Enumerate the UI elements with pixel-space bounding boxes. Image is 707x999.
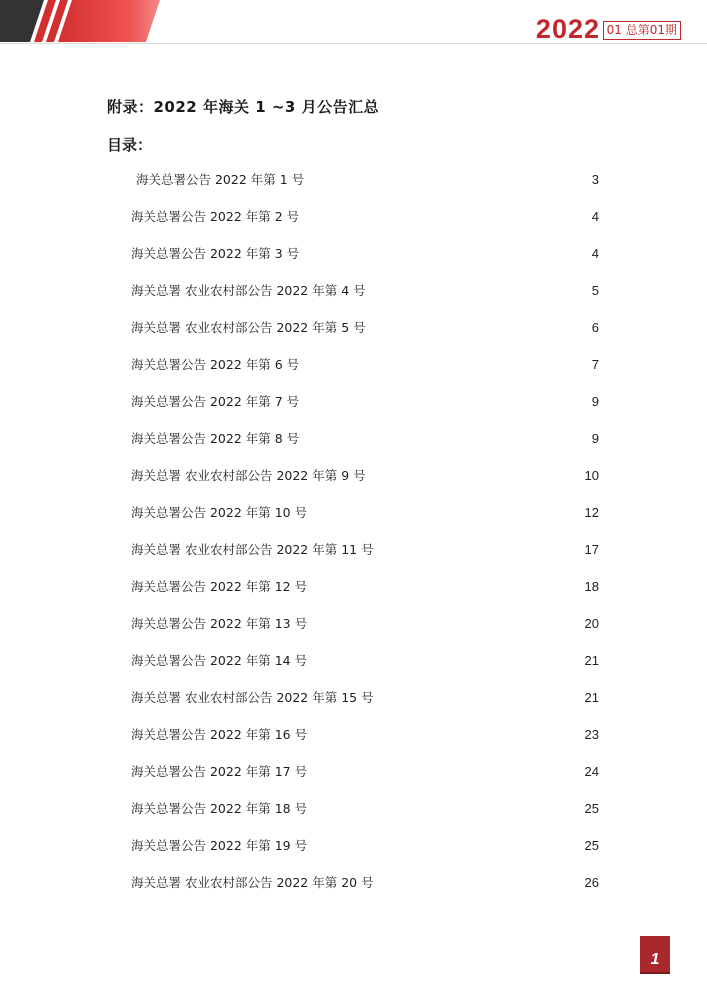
toc-entry-page: 12 xyxy=(584,505,599,520)
toc-entry[interactable] xyxy=(0,429,707,449)
toc-entry[interactable] xyxy=(0,577,707,597)
toc-entry-page: 24 xyxy=(584,764,599,779)
header-stripe-band xyxy=(0,0,160,42)
toc-entry-label: 海关总署 农业农村部公告 2022 年第 4 号 xyxy=(131,283,366,298)
toc-entry-label: 海关总署 农业农村部公告 2022 年第 11 号 xyxy=(131,542,374,557)
toc-entry-label: 海关总署公告 2022 年第 7 号 xyxy=(131,394,300,409)
toc-entry-page: 9 xyxy=(591,431,599,446)
issue-number-badge: 01 总第01期 xyxy=(603,21,681,40)
toc-entry-label: 海关总署公告 2022 年第 14 号 xyxy=(131,653,308,668)
toc-entry-page: 10 xyxy=(584,468,599,483)
toc-entry[interactable] xyxy=(0,466,707,486)
toc-entry[interactable] xyxy=(0,207,707,227)
toc-entry[interactable] xyxy=(0,614,707,634)
document-title: 附录：2022 年海关 1 ~3 月公告汇总 xyxy=(107,98,380,116)
toc-entry-page: 25 xyxy=(584,838,599,853)
header-stripe-graphic xyxy=(0,0,160,42)
toc-entry-page: 5 xyxy=(591,283,599,298)
page-number: 1 xyxy=(650,951,660,968)
toc-entry-page: 21 xyxy=(584,690,599,705)
toc-entry-page: 4 xyxy=(591,209,599,224)
toc-entry-label: 海关总署公告 2022 年第 2 号 xyxy=(131,209,300,224)
toc-entry-label: 海关总署公告 2022 年第 10 号 xyxy=(131,505,308,520)
toc-entry-page: 17 xyxy=(584,542,599,557)
toc-entry[interactable] xyxy=(0,873,707,893)
toc-entry[interactable] xyxy=(0,651,707,671)
toc-entry[interactable] xyxy=(0,762,707,782)
toc-entry-label: 海关总署公告 2022 年第 18 号 xyxy=(131,801,308,816)
toc-entry[interactable] xyxy=(0,355,707,375)
toc-entry-page: 18 xyxy=(584,579,599,594)
toc-entry-page: 6 xyxy=(591,320,599,335)
toc-entry-label: 海关总署 农业农村部公告 2022 年第 9 号 xyxy=(131,468,366,483)
toc-entry-label: 海关总署公告 2022 年第 16 号 xyxy=(131,727,308,742)
toc-entry-page: 23 xyxy=(584,727,599,742)
toc-entry[interactable] xyxy=(0,836,707,856)
toc-entry-label: 海关总署公告 2022 年第 19 号 xyxy=(131,838,308,853)
toc-entry[interactable] xyxy=(0,281,707,301)
toc-entry[interactable] xyxy=(0,170,707,190)
toc-entry[interactable] xyxy=(0,688,707,708)
toc-entry-label: 海关总署公告 2022 年第 8 号 xyxy=(131,431,300,446)
header-divider xyxy=(0,43,707,44)
toc-entry[interactable] xyxy=(0,392,707,412)
toc-entry-label: 海关总署公告 2022 年第 6 号 xyxy=(131,357,300,372)
toc-entry-page: 9 xyxy=(591,394,599,409)
toc-entry-label: 海关总署 农业农村部公告 2022 年第 15 号 xyxy=(131,690,374,705)
toc-entry-page: 3 xyxy=(591,172,599,187)
toc-entry-page: 26 xyxy=(584,875,599,890)
toc-entry-label: 海关总署公告 2022 年第 1 号 xyxy=(136,172,305,187)
issue-year: 2022 xyxy=(535,14,600,44)
toc-entry-page: 4 xyxy=(591,246,599,261)
toc-entry-label: 海关总署公告 2022 年第 13 号 xyxy=(131,616,308,631)
toc-entry-label: 海关总署 农业农村部公告 2022 年第 20 号 xyxy=(131,875,374,890)
toc-entry[interactable] xyxy=(0,540,707,560)
toc-entry-label: 海关总署公告 2022 年第 12 号 xyxy=(131,579,308,594)
toc-entry-label: 海关总署公告 2022 年第 17 号 xyxy=(131,764,308,779)
toc-entry-page: 25 xyxy=(584,801,599,816)
toc-entry[interactable] xyxy=(0,799,707,819)
toc-entry[interactable] xyxy=(0,244,707,264)
toc-entry-page: 21 xyxy=(584,653,599,668)
toc-entry[interactable] xyxy=(0,318,707,338)
toc-entry[interactable] xyxy=(0,725,707,745)
toc-entry[interactable] xyxy=(0,503,707,523)
toc-entry-label: 海关总署公告 2022 年第 3 号 xyxy=(131,246,300,261)
toc-entry-page: 7 xyxy=(591,357,599,372)
toc-entry-label: 海关总署 农业农村部公告 2022 年第 5 号 xyxy=(131,320,366,335)
toc-entry-page: 20 xyxy=(584,616,599,631)
toc-heading: 目录： xyxy=(107,136,153,154)
